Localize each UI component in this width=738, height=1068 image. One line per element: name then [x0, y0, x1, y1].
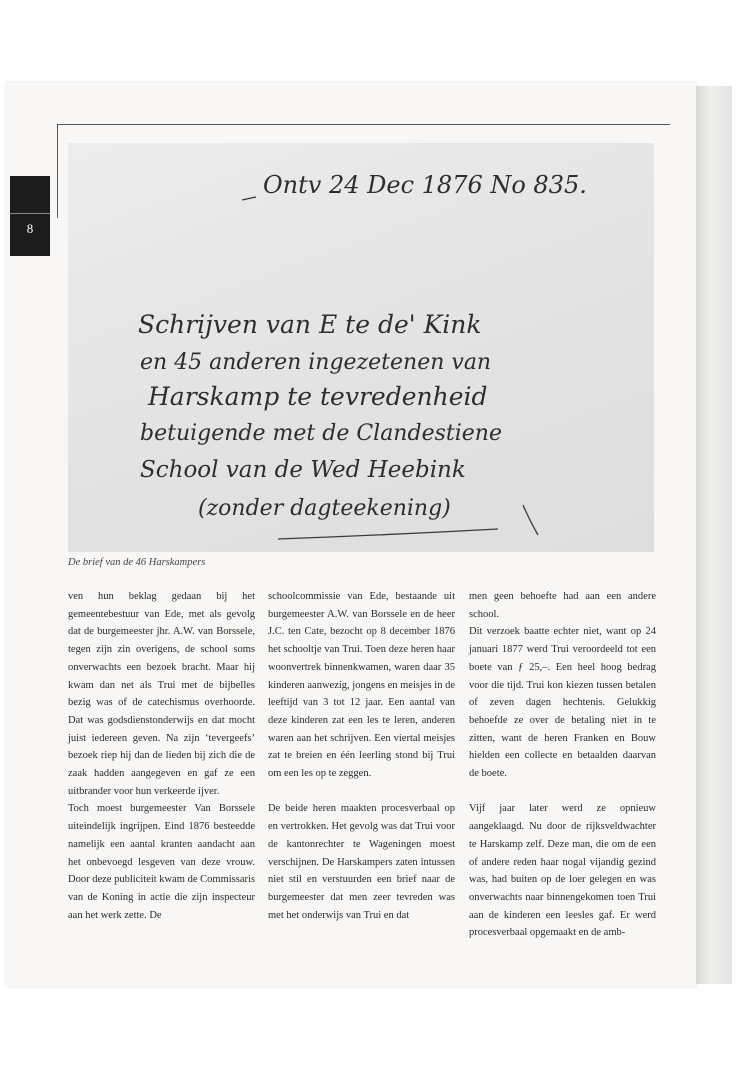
paragraph-gap [469, 783, 656, 801]
paragraph: Toch moest burgemeester Van Borssele uiteindelijk ingrijpen. Eind 1876 besteedde namelijk een aantal kranten aandacht aan het onbevoegd lesgeven van deze vrouw. Door deze publiciteit kwam de Commissaris van de Koning in actie die zijn inspecteur aan het werk zette. De [68, 803, 255, 921]
text-column-3 [469, 588, 656, 942]
page-tab-divider [10, 213, 50, 214]
figure-caption: De brief van de 46 Harskampers [68, 557, 206, 568]
text-column-2 [268, 588, 455, 924]
paragraph: Vijf jaar later werd ze opnieuw aangeklaagd. Nu door de rijksveldwachter te Harskamp zelf. Deze man, die om de een of andere reden haar nogal vijandig gezind was, had buiten op de loer gelegen en was onverwachts naar binnengekomen toen Trui aan de kinderen een leesles gaf. Er werd procesverbaal opgemaakt en de amb- [469, 803, 656, 939]
handwriting-line: (zonder dagteekening) [198, 496, 451, 521]
letter-photo [68, 143, 654, 552]
paragraph: ven hun beklag gedaan bij het gemeentebestuur van Ede, met als gevolg dat de burgemeester jhr. A.W. van Borssele, tegen zijn zin overigens, de school soms onverwachts een bezoek bracht. Maar hij kwam dan net als Trui met de bijbelles bezig was of de catechismus overhoorde. Dat was godsdienstonderwijs en dat mocht juist iedereen geven. Na zijn ‘tevergeefs’ bezoek riep hij dan de lieden bij zich die de zaak hadden aangegeven en gaf ze een uitbrander voor hun verkeerde ijver. [68, 591, 255, 797]
handwriting-line: Schrijven van E te de' Kink [138, 310, 482, 339]
paragraph: men geen behoefte had aan een andere school. [469, 591, 656, 620]
handwriting-line: Ontv 24 Dec 1876 No 835. [263, 171, 587, 199]
handwriting-line: betuigende met de Clandestiene [140, 421, 502, 446]
page-number: 8 [26, 221, 34, 236]
handwritten-letter [68, 143, 654, 552]
handwriting-line: School van de Wed Heebink [140, 457, 466, 483]
page-number-tab [10, 176, 50, 256]
text-column-1 [68, 588, 255, 924]
paragraph: schoolcommissie van Ede, bestaande uit burgemeester A.W. van Borssele en de heer J.C. ten Cate, bezocht op 8 december 1876 het schooltje van Trui. Toen deze heren haar woonvertrek binnenkwamen, waren daar 35 kinderen aanwezig, jongens en meisjes in de leeftijd van 3 tot 12 jaar. Een aantal van deze kinderen zat een les te leren, anderen waren aan het schrijven. Een viertal meisjes zat te breien en één leerling stond bij Trui om een les op te zeggen. [268, 591, 455, 780]
paragraph-gap [268, 783, 455, 801]
paragraph: De beide heren maakten procesverbaal op en vertrokken. Het gevolg was dat Trui voor de kantonrechter te Wageningen moest verschijnen. De Harskampers zaten intussen niet stil en verstuurden een brief naar de burgemeester dat men zeer tevreden was met het onderwijs van Trui en dat [268, 803, 455, 921]
paragraph: Dit verzoek baatte echter niet, want op 24 januari 1877 werd Trui veroordeeld tot een boete van ƒ 25,–. Een heel hoog bedrag voor die tijd. Trui kon kiezen tussen betalen of zeven dagen hechtenis. Gelukkig behoefde ze over de betaling niet in te zitten, want de heren Franken en Bouw hielden een collecte en betaalden daarvan de boete. [469, 626, 656, 780]
header-rule [57, 124, 670, 125]
header-side-rule [57, 124, 58, 218]
next-page-edge [696, 86, 732, 984]
handwriting-line: en 45 anderen ingezetenen van [140, 350, 492, 375]
handwriting-line: Harskamp te tevredenheid [148, 382, 488, 411]
